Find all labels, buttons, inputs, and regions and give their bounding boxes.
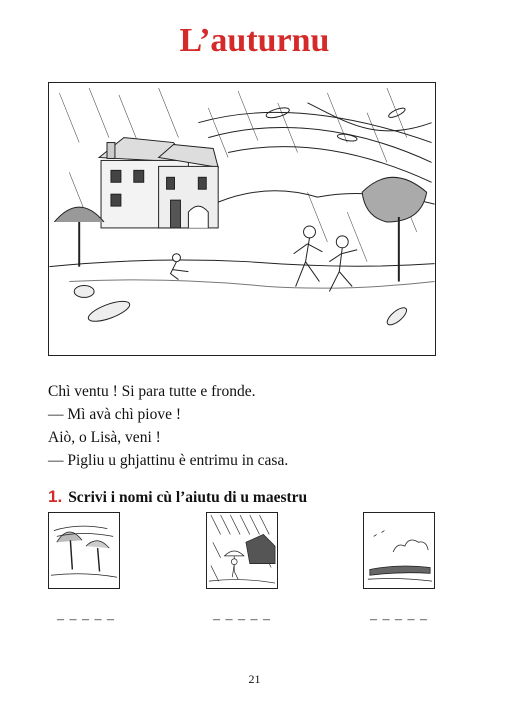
dialogue-line: Chì ventu ! Si para tutte e fronde. — [48, 383, 256, 400]
dialogue-line: — Mì avà chì piove ! — [48, 406, 182, 423]
autumn-storm-illustration — [48, 82, 436, 356]
answer-blank: – – – – – — [57, 612, 115, 627]
answer-blank: – – – – – — [370, 612, 428, 627]
dialogue-line: — Pigliu u ghjattinu è entrimu in casa. — [48, 452, 289, 469]
page-title: L’auturnu — [179, 22, 330, 59]
windy-scene-picture — [48, 512, 120, 589]
answer-blank: – – – – – — [213, 612, 271, 627]
exercise-number: 1. — [48, 487, 63, 506]
rainy-scene-picture — [206, 512, 278, 589]
fog-landscape-picture — [363, 512, 435, 589]
dialogue-text — [48, 380, 468, 472]
exercise-heading — [48, 487, 478, 507]
dialogue-line: Aiò, o Lisà, veni ! — [48, 429, 161, 446]
page-number: 21 — [248, 672, 261, 686]
exercise-instruction: Scrivi i nomi cù l’aiutu di u maestru — [68, 489, 308, 506]
